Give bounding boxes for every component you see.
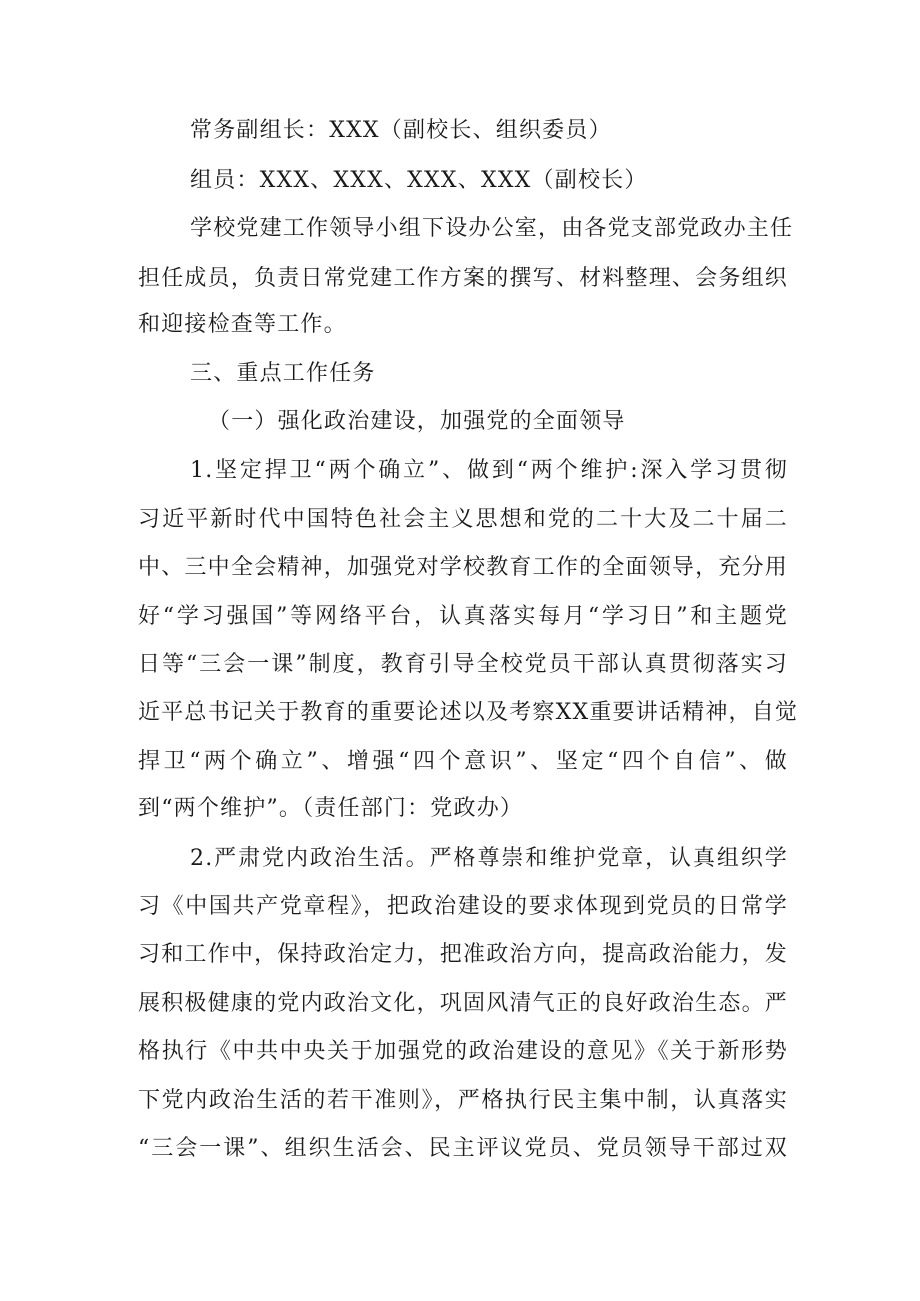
text-line: 近平总书记关于教育的重要论述以及考察XX重要讲话精神，自觉 bbox=[138, 700, 799, 725]
text-line: 常务副组长：XXX（副校长、组织委员） bbox=[190, 118, 612, 143]
text-line: 担任成员，负责日常党建工作方案的撰写、材料整理、会务组织 bbox=[138, 266, 788, 291]
text-line: 日等“三会一课”制度，教育引导全校党员干部认真贯彻落实习 bbox=[138, 652, 788, 677]
text-line: 捍卫“两个确立”、增强“四个意识”、坚定“四个自信”、做 bbox=[138, 749, 788, 774]
text-line: 习近平新时代中国特色社会主义思想和党的二十大及二十届二 bbox=[138, 507, 788, 532]
text-line: 和迎接检查等工作。 bbox=[138, 312, 347, 337]
text-line: 组员：XXX、XXX、XXX、XXX（副校长） bbox=[190, 168, 648, 193]
text-line: 到“两个维护”。（责任部门：党政办） bbox=[138, 796, 524, 821]
text-line: 2.严肃党内政治生活。严格尊崇和维护党章，认真组织学 bbox=[190, 846, 788, 871]
text-line: 格执行《中共中央关于加强党的政治建设的意见》《关于新形势 bbox=[138, 1039, 788, 1064]
text-line: 1.坚定捍卫“两个确立”、做到“两个维护:深入学习贯彻 bbox=[190, 458, 788, 483]
text-line: 展积极健康的党内政治文化，巩固风清气正的良好政治生态。严 bbox=[138, 991, 788, 1016]
text-line: 下党内政治生活的若干准则》，严格执行民主集中制，认真落实 bbox=[138, 1088, 788, 1113]
subsection-heading: （一）强化政治建设，加强党的全面领导 bbox=[208, 409, 626, 434]
text-line: 中、三中全会精神，加强党对学校教育工作的全面领导，充分用 bbox=[138, 555, 788, 580]
section-heading: 三、重点工作任务 bbox=[190, 361, 376, 386]
text-line: 学校党建工作领导小组下设办公室，由各党支部党政办主任 bbox=[190, 216, 794, 241]
text-line: 好“学习强国”等网络平台，认真落实每月“学习日”和主题党 bbox=[138, 604, 788, 629]
text-line: 习《中国共产党章程》，把政治建设的要求体现到党员的日常学 bbox=[138, 894, 788, 919]
text-line: 习和工作中，保持政治定力，把准政治方向，提高政治能力，发 bbox=[138, 942, 788, 967]
text-line: “三会一课”、组织生活会、民主评议党员、党员领导干部过双 bbox=[138, 1136, 788, 1161]
